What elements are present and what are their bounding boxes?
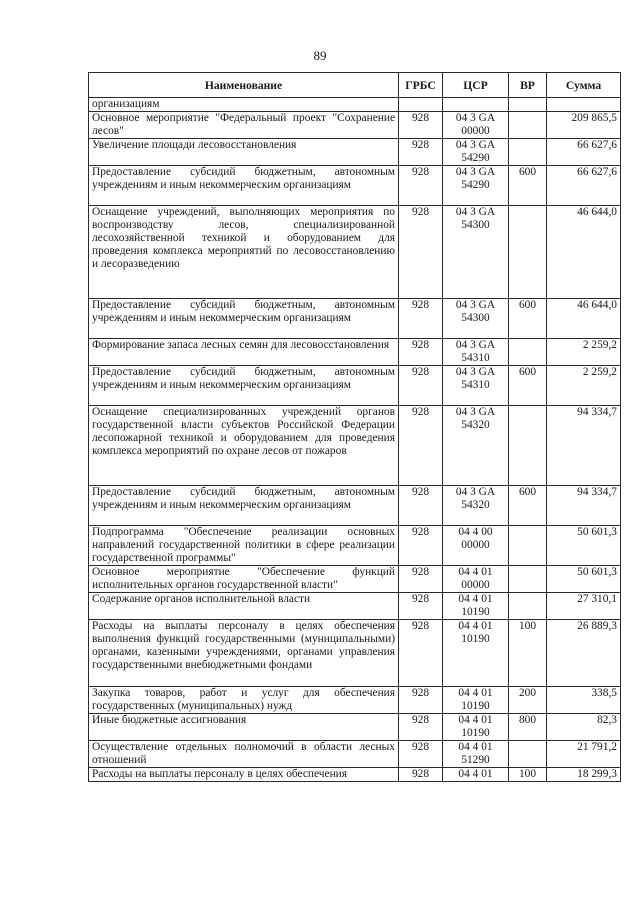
row-csr xyxy=(443,406,509,486)
table-row xyxy=(89,206,621,299)
row-name: Основное мероприятие "Федеральный проект "Сохранение лесов" xyxy=(89,112,399,139)
row-csr xyxy=(443,98,509,112)
row-csr xyxy=(443,687,509,714)
row-csr-line-1: 04 3 GA xyxy=(455,299,496,311)
row-csr-line-2: 10190 xyxy=(461,727,490,739)
table-row xyxy=(89,566,621,593)
row-name: Оснащение учреждений, выполняющих мероприятия по воспроизводству лесов, специализированной лесохозяйственной техникой и оборудованием для проведения комплекса мероприятий по лесовосстановлению и лесоразведению xyxy=(89,206,399,299)
row-csr xyxy=(443,714,509,741)
row-csr-line-2: 54310 xyxy=(461,379,490,391)
table-row xyxy=(89,486,621,526)
row-vr xyxy=(509,206,547,299)
row-csr-line-2: 54320 xyxy=(461,499,490,511)
row-csr-line-1: 04 3 GA xyxy=(455,486,496,498)
row-csr-line-2: 10190 xyxy=(461,606,490,618)
row-csr-line-1: 04 4 01 xyxy=(458,741,493,753)
row-csr-line-1: 04 3 GA xyxy=(455,166,496,178)
row-csr xyxy=(443,768,509,782)
table-row xyxy=(89,741,621,768)
row-csr xyxy=(443,526,509,566)
row-vr xyxy=(509,406,547,486)
row-vr: 600 xyxy=(509,366,547,406)
row-csr-line-1: 04 4 00 xyxy=(458,526,493,538)
row-csr xyxy=(443,166,509,206)
row-grbs: 928 xyxy=(399,714,443,741)
row-sum: 66 627,6 xyxy=(547,166,621,206)
row-grbs: 928 xyxy=(399,566,443,593)
row-vr xyxy=(509,566,547,593)
row-vr: 200 xyxy=(509,687,547,714)
row-csr-line-1: 04 3 GA xyxy=(455,366,496,378)
row-name: Увеличение площади лесовосстановления xyxy=(89,139,399,166)
row-csr xyxy=(443,741,509,768)
row-csr-line-2: 54320 xyxy=(461,419,490,431)
row-vr xyxy=(509,741,547,768)
row-grbs: 928 xyxy=(399,366,443,406)
row-vr: 100 xyxy=(509,768,547,782)
row-grbs: 928 xyxy=(399,526,443,566)
row-csr xyxy=(443,620,509,687)
row-vr: 100 xyxy=(509,620,547,687)
row-csr xyxy=(443,299,509,339)
row-sum xyxy=(547,98,621,112)
row-csr xyxy=(443,593,509,620)
table-row xyxy=(89,339,621,366)
page-number: 89 xyxy=(313,48,327,63)
table-row xyxy=(89,714,621,741)
row-csr-line-2: 00000 xyxy=(461,579,490,591)
row-csr-line-1: 04 3 GA xyxy=(455,406,496,418)
row-grbs: 928 xyxy=(399,741,443,768)
row-sum: 94 334,7 xyxy=(547,486,621,526)
row-grbs: 928 xyxy=(399,620,443,687)
row-vr: 600 xyxy=(509,166,547,206)
row-sum: 82,3 xyxy=(547,714,621,741)
row-name: Осуществление отдельных полномочий в области лесных отношений xyxy=(89,741,399,768)
row-grbs: 928 xyxy=(399,768,443,782)
row-csr xyxy=(443,566,509,593)
row-vr xyxy=(509,139,547,166)
row-name: Содержание органов исполнительной власти xyxy=(89,593,399,620)
row-name: Расходы на выплаты персоналу в целях обеспечения xyxy=(89,768,399,782)
row-vr xyxy=(509,526,547,566)
row-csr-line-1: 04 4 01 xyxy=(458,620,493,632)
row-csr xyxy=(443,139,509,166)
row-name: Предоставление субсидий бюджетным, автономным учреждениям и иным некоммерческим организациям xyxy=(89,299,399,339)
row-sum: 94 334,7 xyxy=(547,406,621,486)
row-sum: 46 644,0 xyxy=(547,299,621,339)
row-csr-line-1: 04 4 01 xyxy=(458,566,493,578)
row-csr-line-2: 00000 xyxy=(461,125,490,137)
table-row xyxy=(89,593,621,620)
budget-table xyxy=(88,72,621,782)
table-row xyxy=(89,299,621,339)
row-grbs: 928 xyxy=(399,139,443,166)
row-csr-line-2: 54310 xyxy=(461,352,490,364)
row-csr-line-1: 04 4 01 xyxy=(458,687,493,699)
row-name: Предоставление субсидий бюджетным, автономным учреждениям и иным некоммерческим организациям xyxy=(89,486,399,526)
row-sum: 46 644,0 xyxy=(547,206,621,299)
row-vr xyxy=(509,593,547,620)
row-sum: 2 259,2 xyxy=(547,366,621,406)
header-vr: ВР xyxy=(509,73,547,98)
row-csr xyxy=(443,486,509,526)
row-csr-line-1: 04 4 01 xyxy=(458,768,493,780)
row-grbs: 928 xyxy=(399,166,443,206)
table-row xyxy=(89,366,621,406)
row-csr-line-1: 04 3 GA xyxy=(455,139,496,151)
row-vr xyxy=(509,98,547,112)
row-csr-line-2: 51290 xyxy=(461,754,490,766)
row-sum: 66 627,6 xyxy=(547,139,621,166)
row-name: организациям xyxy=(89,98,399,112)
row-sum: 338,5 xyxy=(547,687,621,714)
row-grbs: 928 xyxy=(399,687,443,714)
row-vr: 600 xyxy=(509,486,547,526)
row-csr-line-2: 54290 xyxy=(461,179,490,191)
row-csr-line-2: 54290 xyxy=(461,152,490,164)
table-header-row xyxy=(89,73,621,98)
row-sum: 2 259,2 xyxy=(547,339,621,366)
row-csr xyxy=(443,339,509,366)
row-csr-line-1: 04 4 01 xyxy=(458,714,493,726)
row-csr-line-2: 10190 xyxy=(461,700,490,712)
row-sum: 50 601,3 xyxy=(547,566,621,593)
row-csr-line-2: 10190 xyxy=(461,633,490,645)
row-name: Предоставление субсидий бюджетным, автономным учреждениям и иным некоммерческим организациям xyxy=(89,366,399,406)
table-body xyxy=(89,98,621,782)
row-sum: 21 791,2 xyxy=(547,741,621,768)
row-name: Оснащение специализированных учреждений органов государственной власти субъектов Российской Федерации лесопожарной техникой и оборудованием для проведения комплекса мероприятий по охране лесов от пожаров xyxy=(89,406,399,486)
row-vr: 600 xyxy=(509,299,547,339)
row-name: Формирование запаса лесных семян для лесовосстановления xyxy=(89,339,399,366)
table-row xyxy=(89,406,621,486)
header-name: Наименование xyxy=(89,73,399,98)
row-grbs: 928 xyxy=(399,112,443,139)
row-name: Иные бюджетные ассигнования xyxy=(89,714,399,741)
row-csr-line-1: 04 3 GA xyxy=(455,339,496,351)
table-row xyxy=(89,112,621,139)
table-row xyxy=(89,98,621,112)
row-grbs: 928 xyxy=(399,593,443,620)
header-csr: ЦСР xyxy=(443,73,509,98)
row-grbs: 928 xyxy=(399,486,443,526)
row-csr-line-2: 00000 xyxy=(461,539,490,551)
table-row xyxy=(89,166,621,206)
row-grbs: 928 xyxy=(399,339,443,366)
header-sum: Сумма xyxy=(547,73,621,98)
row-name: Основное мероприятие "Обеспечение функций исполнительных органов государственной власти" xyxy=(89,566,399,593)
row-sum: 18 299,3 xyxy=(547,768,621,782)
row-vr xyxy=(509,339,547,366)
table-row xyxy=(89,620,621,687)
table-row xyxy=(89,139,621,166)
row-name: Расходы на выплаты персоналу в целях обеспечения выполнения функций государственными (муниципальными) органами, казенными учреждениями, органами управления государственными внебюджетными фондами xyxy=(89,620,399,687)
table-row xyxy=(89,687,621,714)
row-grbs xyxy=(399,98,443,112)
table-row xyxy=(89,768,621,782)
row-grbs: 928 xyxy=(399,299,443,339)
row-csr-line-1: 04 4 01 xyxy=(458,593,493,605)
row-sum: 209 865,5 xyxy=(547,112,621,139)
row-vr xyxy=(509,112,547,139)
row-csr xyxy=(443,206,509,299)
row-vr: 800 xyxy=(509,714,547,741)
table-row xyxy=(89,526,621,566)
row-csr xyxy=(443,112,509,139)
row-csr-line-2: 54300 xyxy=(461,312,490,324)
row-name: Предоставление субсидий бюджетным, автономным учреждениям и иным некоммерческим организациям xyxy=(89,166,399,206)
row-grbs: 928 xyxy=(399,206,443,299)
row-csr-line-1: 04 3 GA xyxy=(455,112,496,124)
row-grbs: 928 xyxy=(399,406,443,486)
row-csr xyxy=(443,366,509,406)
row-name: Закупка товаров, работ и услуг для обеспечения государственных (муниципальных) нужд xyxy=(89,687,399,714)
row-sum: 27 310,1 xyxy=(547,593,621,620)
row-csr-line-2: 54300 xyxy=(461,219,490,231)
row-name: Подпрограмма "Обеспечение реализации основных направлений государственной политики в сфере реализации государственной программы" xyxy=(89,526,399,566)
row-sum: 26 889,3 xyxy=(547,620,621,687)
header-grbs: ГРБС xyxy=(399,73,443,98)
row-sum: 50 601,3 xyxy=(547,526,621,566)
row-csr-line-1: 04 3 GA xyxy=(455,206,496,218)
